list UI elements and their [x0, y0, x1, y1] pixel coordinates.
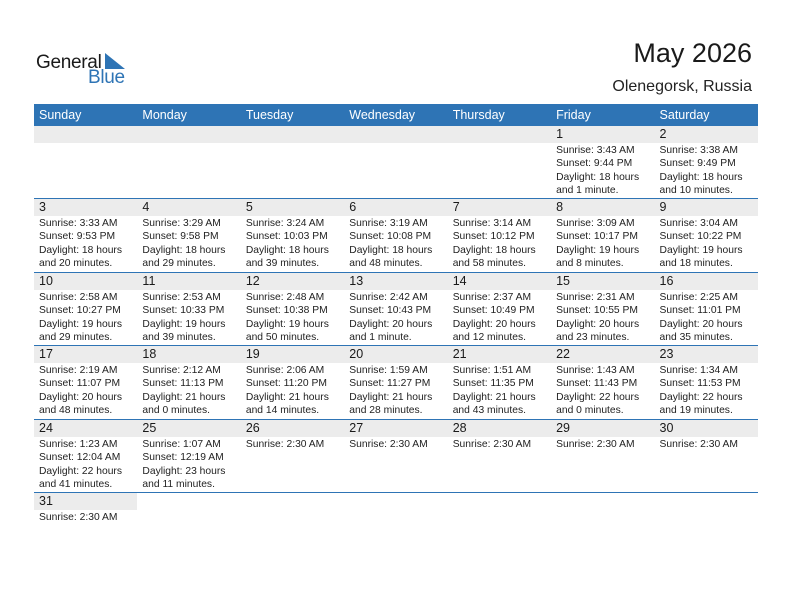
- day-number: 5: [241, 199, 344, 216]
- calendar-day: [344, 420, 447, 492]
- calendar-week: [34, 272, 758, 345]
- sun-info-line: Sunrise: 2:48 AM: [245, 292, 325, 303]
- day-number: 9: [655, 199, 758, 216]
- sun-info-line: and 23 minutes.: [556, 332, 630, 344]
- sun-info-line: Daylight: 20 hours: [349, 318, 433, 330]
- sun-info-line: Sunset: 12:04 AM: [39, 452, 121, 464]
- sun-info-line: Sunset: 10:22 PM: [659, 231, 742, 243]
- sun-info-line: Sunrise: 2:19 AM: [39, 365, 118, 376]
- sun-info-line: Daylight: 18 hours: [142, 244, 226, 256]
- calendar-day: [448, 199, 551, 272]
- sun-info-line: Sunrise: 2:30 AM: [39, 512, 118, 523]
- sun-info-line: Daylight: 20 hours: [39, 391, 122, 403]
- sun-info-line: and 20 minutes.: [39, 258, 113, 270]
- day-number: 26: [241, 420, 344, 437]
- sun-info-line: Sunset: 10:33 PM: [142, 305, 225, 317]
- sun-info-line: Daylight: 20 hours: [556, 318, 640, 330]
- weekday-friday: Friday: [556, 108, 591, 122]
- sun-info-line: Daylight: 18 hours: [452, 244, 536, 256]
- day-sun-info: [246, 216, 344, 271]
- sun-info-line: and 19 minutes.: [659, 405, 733, 417]
- calendar-day: [551, 273, 654, 345]
- sun-info-line: Daylight: 19 hours: [39, 318, 122, 330]
- day-number: 21: [448, 346, 551, 363]
- day-sun-info: [246, 363, 344, 418]
- sun-info-line: Sunrise: 3:04 AM: [659, 218, 738, 229]
- sun-info-line: Sunset: 10:49 PM: [452, 305, 535, 317]
- sun-info-line: Sunset: 11:01 PM: [659, 305, 741, 317]
- sun-info-line: Sunrise: 3:19 AM: [349, 218, 428, 229]
- sun-info-line: Daylight: 18 hours: [349, 244, 433, 256]
- day-sun-info: [142, 437, 240, 492]
- calendar-body: [34, 126, 758, 533]
- sun-info-line: Sunset: 9:49 PM: [659, 158, 736, 170]
- weekday-saturday: Saturday: [659, 108, 710, 122]
- day-sun-info: [39, 437, 137, 492]
- sun-info-line: Daylight: 21 hours: [245, 391, 329, 403]
- calendar-day: [34, 420, 137, 492]
- calendar-day-empty: [241, 126, 344, 198]
- calendar-day-empty: [34, 126, 137, 198]
- calendar-week: [34, 419, 758, 492]
- day-sun-info: [39, 510, 137, 524]
- calendar-day: [34, 273, 137, 345]
- sun-info-line: Sunrise: 3:33 AM: [39, 218, 118, 229]
- sun-info-line: Daylight: 18 hours: [659, 171, 743, 183]
- sun-info-line: Sunrise: 2:06 AM: [245, 365, 325, 376]
- calendar-day: [655, 346, 758, 419]
- sun-info-line: and 1 minute.: [556, 185, 619, 197]
- calendar-day: [137, 273, 240, 345]
- day-sun-info: [556, 437, 654, 451]
- sun-info-line: and 18 minutes.: [659, 258, 733, 270]
- sun-info-line: Sunrise: 1:51 AM: [452, 365, 532, 376]
- day-number: 31: [34, 493, 137, 510]
- location-label: Olenegorsk, Russia: [612, 78, 752, 95]
- day-number: 13: [344, 273, 447, 290]
- sun-info-line: Sunrise: 2:31 AM: [556, 292, 635, 303]
- calendar-day: [551, 420, 654, 492]
- sun-info-line: Sunrise: 2:53 AM: [142, 292, 221, 303]
- day-number: 3: [34, 199, 137, 216]
- sun-info-line: Sunset: 11:20 PM: [245, 378, 327, 390]
- sun-info-line: Daylight: 18 hours: [39, 244, 122, 256]
- calendar-week: [34, 126, 758, 198]
- sun-info-line: Sunset: 9:53 PM: [39, 231, 116, 243]
- sun-info-line: and 10 minutes.: [659, 185, 733, 197]
- day-number: 23: [655, 346, 758, 363]
- sun-info-line: Sunrise: 2:58 AM: [39, 292, 118, 303]
- day-number: 27: [344, 420, 447, 437]
- day-sun-info: [453, 216, 551, 271]
- day-number: 11: [137, 273, 240, 290]
- day-sun-info: [349, 216, 447, 271]
- weekday-wednesday: Wednesday: [349, 108, 416, 122]
- day-number: 29: [551, 420, 654, 437]
- calendar-day: [241, 273, 344, 345]
- logo-word-general: General: [36, 52, 102, 73]
- sun-info-line: Sunset: 9:44 PM: [556, 158, 633, 170]
- day-sun-info: [556, 290, 654, 345]
- day-number: 6: [344, 199, 447, 216]
- sun-info-line: Sunset: 11:35 PM: [452, 378, 534, 390]
- sun-info-line: Sunset: 11:43 PM: [556, 378, 638, 390]
- sun-info-line: and 11 minutes.: [142, 479, 215, 491]
- weekday-sunday: Sunday: [39, 108, 82, 122]
- day-sun-info: [556, 143, 654, 198]
- sun-info-line: Sunset: 10:27 PM: [39, 305, 121, 317]
- calendar-day: [655, 273, 758, 345]
- calendar-day-empty: [448, 126, 551, 198]
- sun-info-line: and 28 minutes.: [349, 405, 423, 417]
- day-number: [448, 126, 551, 143]
- sun-info-line: Sunset: 10:38 PM: [245, 305, 328, 317]
- day-number: 16: [655, 273, 758, 290]
- sun-info-line: Sunrise: 3:38 AM: [659, 145, 738, 156]
- calendar-day: [241, 199, 344, 272]
- day-number: 10: [34, 273, 137, 290]
- day-number: 17: [34, 346, 137, 363]
- sun-info-line: Sunrise: 2:30 AM: [556, 439, 635, 450]
- sun-info-line: and 35 minutes.: [659, 332, 733, 344]
- sun-info-line: and 14 minutes.: [245, 405, 320, 417]
- logo: [36, 50, 136, 90]
- day-number: 25: [137, 420, 240, 437]
- sun-info-line: and 43 minutes.: [452, 405, 526, 417]
- calendar-day: [344, 273, 447, 345]
- day-sun-info: [660, 216, 758, 271]
- sun-info-line: Sunset: 10:08 PM: [349, 231, 432, 243]
- sun-info-line: Sunrise: 2:37 AM: [452, 292, 532, 303]
- sun-info-line: and 48 minutes.: [349, 258, 423, 270]
- calendar-day: [241, 420, 344, 492]
- day-number: [344, 126, 447, 143]
- day-sun-info: [660, 437, 758, 451]
- day-sun-info: [556, 363, 654, 418]
- sun-info-line: Sunrise: 3:14 AM: [452, 218, 532, 229]
- sun-info-line: and 41 minutes.: [39, 479, 113, 491]
- logo-word-blue: Blue: [88, 67, 125, 88]
- sun-info-line: Sunrise: 1:23 AM: [39, 439, 118, 450]
- sun-info-line: Daylight: 19 hours: [556, 244, 640, 256]
- sun-info-line: Sunrise: 2:30 AM: [659, 439, 738, 450]
- sun-info-line: Sunrise: 3:09 AM: [556, 218, 635, 229]
- sun-info-line: Daylight: 22 hours: [556, 391, 640, 403]
- sun-info-line: Sunset: 10:17 PM: [556, 231, 638, 243]
- day-sun-info: [142, 363, 240, 418]
- calendar-day-empty: [137, 126, 240, 198]
- sun-info-line: and 29 minutes.: [39, 332, 113, 344]
- sun-info-line: Daylight: 19 hours: [142, 318, 226, 330]
- calendar: [34, 104, 758, 533]
- sun-info-line: Sunrise: 2:30 AM: [245, 439, 325, 450]
- calendar-week: [34, 198, 758, 272]
- day-sun-info: [142, 290, 240, 345]
- day-sun-info: [142, 143, 240, 144]
- sun-info-line: Sunset: 10:43 PM: [349, 305, 432, 317]
- day-sun-info: [246, 143, 344, 144]
- day-number: 18: [137, 346, 240, 363]
- calendar-day: [448, 420, 551, 492]
- calendar-day: [344, 199, 447, 272]
- sun-info-line: and 50 minutes.: [245, 332, 320, 344]
- sun-info-line: Daylight: 18 hours: [245, 244, 329, 256]
- calendar-day: [344, 346, 447, 419]
- weekday-monday: Monday: [142, 108, 187, 122]
- day-sun-info: [349, 363, 447, 418]
- day-sun-info: [556, 216, 654, 271]
- day-number: 19: [241, 346, 344, 363]
- day-sun-info: [453, 363, 551, 418]
- calendar-day: [137, 420, 240, 492]
- sun-info-line: Sunset: 11:27 PM: [349, 378, 431, 390]
- day-number: 15: [551, 273, 654, 290]
- sun-info-line: and 12 minutes.: [452, 332, 526, 344]
- sun-info-line: Daylight: 21 hours: [349, 391, 433, 403]
- sun-info-line: Sunrise: 2:12 AM: [142, 365, 221, 376]
- sun-info-line: Sunset: 11:53 PM: [659, 378, 741, 390]
- sun-info-line: and 0 minutes.: [556, 405, 624, 417]
- sun-info-line: and 48 minutes.: [39, 405, 113, 417]
- sun-info-line: Sunrise: 2:30 AM: [452, 439, 532, 450]
- sun-info-line: Daylight: 22 hours: [39, 465, 122, 477]
- day-sun-info: [39, 290, 137, 345]
- day-number: 24: [34, 420, 137, 437]
- day-number: 7: [448, 199, 551, 216]
- day-sun-info: [349, 290, 447, 345]
- sun-info-line: Sunrise: 2:42 AM: [349, 292, 428, 303]
- weekday-thursday: Thursday: [452, 108, 505, 122]
- calendar-day: [551, 199, 654, 272]
- sun-info-line: Sunrise: 1:07 AM: [142, 439, 221, 450]
- day-number: [34, 126, 137, 143]
- sun-info-line: Sunrise: 2:25 AM: [659, 292, 738, 303]
- day-number: 8: [551, 199, 654, 216]
- sun-info-line: and 8 minutes.: [556, 258, 624, 270]
- sun-info-line: Sunset: 12:19 AM: [142, 452, 224, 464]
- calendar-day: [655, 199, 758, 272]
- sun-info-line: Daylight: 19 hours: [659, 244, 743, 256]
- sun-info-line: Daylight: 18 hours: [556, 171, 640, 183]
- sun-info-line: and 1 minute.: [349, 332, 412, 344]
- day-sun-info: [453, 143, 551, 144]
- calendar-day: [551, 346, 654, 419]
- sun-info-line: and 0 minutes.: [142, 405, 210, 417]
- sun-info-line: Sunset: 10:55 PM: [556, 305, 638, 317]
- calendar-day: [241, 346, 344, 419]
- calendar-day: [551, 126, 654, 198]
- day-sun-info: [349, 143, 447, 144]
- calendar-day: [34, 346, 137, 419]
- sun-info-line: Daylight: 21 hours: [142, 391, 226, 403]
- sun-info-line: Sunset: 10:03 PM: [245, 231, 328, 243]
- sun-info-line: Daylight: 19 hours: [245, 318, 329, 330]
- sun-info-line: Sunrise: 1:34 AM: [659, 365, 738, 376]
- sun-info-line: Sunset: 10:12 PM: [452, 231, 535, 243]
- calendar-week: [34, 345, 758, 419]
- sun-info-line: and 39 minutes.: [142, 332, 216, 344]
- day-number: 22: [551, 346, 654, 363]
- sun-info-line: Sunrise: 2:30 AM: [349, 439, 428, 450]
- sun-info-line: Daylight: 20 hours: [659, 318, 743, 330]
- sun-info-line: Sunset: 11:07 PM: [39, 378, 121, 390]
- day-number: 30: [655, 420, 758, 437]
- day-sun-info: [246, 290, 344, 345]
- day-number: [137, 126, 240, 143]
- calendar-day: [137, 199, 240, 272]
- sun-info-line: and 39 minutes.: [245, 258, 320, 270]
- calendar-day: [137, 346, 240, 419]
- sun-info-line: and 29 minutes.: [142, 258, 216, 270]
- day-sun-info: [142, 216, 240, 271]
- sun-info-line: Daylight: 20 hours: [452, 318, 536, 330]
- calendar-day: [655, 126, 758, 198]
- day-sun-info: [39, 143, 137, 144]
- day-number: 1: [551, 126, 654, 143]
- calendar-day: [448, 346, 551, 419]
- calendar-day: [448, 273, 551, 345]
- day-number: 2: [655, 126, 758, 143]
- day-sun-info: [39, 363, 137, 418]
- day-sun-info: [660, 363, 758, 418]
- sun-info-line: Sunset: 9:58 PM: [142, 231, 219, 243]
- day-number: 20: [344, 346, 447, 363]
- weekday-header: [34, 104, 758, 126]
- day-sun-info: [39, 216, 137, 271]
- calendar-day: [34, 493, 137, 533]
- sun-info-line: Daylight: 23 hours: [142, 465, 226, 477]
- sun-info-line: Sunrise: 1:59 AM: [349, 365, 428, 376]
- weekday-tuesday: Tuesday: [245, 108, 294, 122]
- sun-info-line: and 58 minutes.: [452, 258, 526, 270]
- day-sun-info: [349, 437, 447, 451]
- day-sun-info: [660, 290, 758, 345]
- day-number: 12: [241, 273, 344, 290]
- day-sun-info: [660, 143, 758, 198]
- sun-info-line: Sunset: 11:13 PM: [142, 378, 224, 390]
- sun-info-line: Daylight: 22 hours: [659, 391, 743, 403]
- day-sun-info: [246, 437, 344, 451]
- sun-info-line: Sunrise: 3:29 AM: [142, 218, 221, 229]
- day-sun-info: [453, 290, 551, 345]
- day-number: 4: [137, 199, 240, 216]
- calendar-week: [34, 492, 758, 533]
- day-number: 28: [448, 420, 551, 437]
- sun-info-line: Daylight: 21 hours: [452, 391, 536, 403]
- calendar-day: [655, 420, 758, 492]
- page-title: May 2026: [633, 38, 752, 68]
- day-number: 14: [448, 273, 551, 290]
- day-sun-info: [453, 437, 551, 451]
- calendar-day-empty: [344, 126, 447, 198]
- calendar-day: [34, 199, 137, 272]
- day-number: [241, 126, 344, 143]
- sun-info-line: Sunrise: 3:43 AM: [556, 145, 635, 156]
- sun-info-line: Sunrise: 3:24 AM: [245, 218, 325, 229]
- sun-info-line: Sunrise: 1:43 AM: [556, 365, 635, 376]
